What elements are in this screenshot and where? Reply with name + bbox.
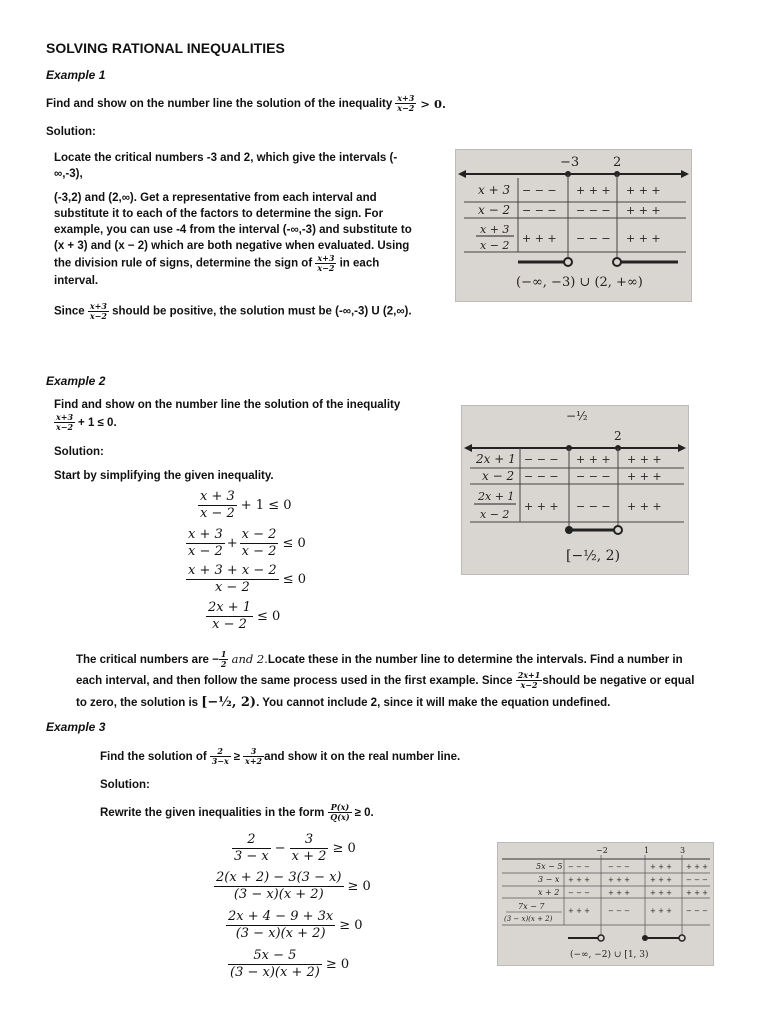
example-1-sign-chart-photo: [455, 149, 692, 302]
ex3-step-4: $\frac{5x - 5}{(3 - x)(x + 2)}$ ≥ 0: [230, 948, 350, 980]
ex2-step-1: $\frac{x + 3}{x - 2}$ + 1 ≤ 0: [200, 489, 292, 521]
fig1-sign: − − −: [522, 204, 557, 217]
fig1-sign: + + +: [626, 204, 661, 217]
fig1-sign: − − −: [576, 232, 611, 245]
example-2-prompt: Find and show on the number line the solution of the inequality $\frac{x+3}{x-2}$ + 1 ≤ 0.: [54, 399, 401, 432]
example-1-paragraph-2: (-3,2) and (2,∞). Get a representative from each interval and substitute it to each of the factors to determine the sign. For example, you can use -4 from the interval (-∞,-3) and substitute to (x + 3) and (x − 2) which are both negative when evaluated. Using the division rule of signs, determine the sign of $\frac{x+3}{x-2}$ in each interval.: [54, 192, 412, 287]
fig1-sign: − − −: [522, 184, 557, 197]
fig1-row3-num: x + 3: [480, 223, 510, 236]
fig3-sign: + + +: [650, 876, 673, 884]
fig2-sign: − − −: [524, 470, 559, 483]
fig2-answer: [−½, 2): [566, 548, 621, 564]
fig2-row-label: x − 2: [482, 469, 515, 483]
example-3-heading: Example 3: [46, 720, 106, 734]
fig3-row4-den: (3 − x)(x + 2): [504, 915, 553, 923]
ex2-step-2: $\frac{x + 3}{x - 2}$ + $\frac{x - 2}{x - 2}$ ≤ 0: [188, 527, 306, 559]
example-2-solution-interval: [−½, 2): [201, 695, 257, 710]
example-1-prompt: Find and show on the number line the solution of the inequality $\frac{x+3}{x-2}$ > 0.: [46, 93, 446, 113]
example-1-paragraph-1: Locate the critical numbers -3 and 2, which give the intervals (-∞,-3),: [54, 152, 398, 180]
fig3-sign: − − −: [568, 889, 591, 897]
fig2-sign: + + +: [627, 500, 662, 513]
example-3-sign-chart-photo: [497, 842, 714, 966]
fig1-crit-2: 2: [613, 155, 622, 170]
fig3-sign: − − −: [686, 876, 709, 884]
fig3-row-label: x + 2: [538, 888, 560, 897]
example-1-prompt-text: Find and show on the number line the solution of the inequality: [46, 97, 393, 110]
fig1-sign: + + +: [626, 184, 661, 197]
ex3-step-3: $\frac{2x + 4 - 9 + 3x}{(3 - x)(x + 2)}$ ≥ 0: [228, 909, 363, 941]
ex2-step-3: $\frac{x + 3 + x - 2}{x - 2}$ ≤ 0: [188, 563, 306, 595]
fig2-sign: − − −: [576, 500, 611, 513]
example-2-conclusion: The critical numbers are − $\frac{1}{2}$ and 2.Locate these in the number line to determine the intervals. Find a number in each interval, and then follow the same process used in the first example. Since $\frac{2x+1}{x-2}$ should be negative or equal to zero, the solution is [−½, 2). You cannot include 2, since it will make the equation undefined.: [76, 649, 695, 710]
fig2-row3-num: 2x + 1: [478, 490, 515, 503]
example-2-heading: Example 2: [46, 374, 106, 388]
fig2-sign: + + +: [576, 453, 611, 466]
example-2-simplify-text: Start by simplifying the given inequality.: [54, 470, 274, 482]
fig1-sign: − − −: [576, 204, 611, 217]
fig3-sign: + + +: [686, 863, 709, 871]
fig3-crit-2: 1: [644, 846, 650, 855]
example-2-solution-label: Solution:: [54, 446, 104, 458]
ex3-step-1: $\frac{2}{3 - x}$ − $\frac{3}{x + 2}$ ≥ 0: [234, 832, 356, 864]
fig2-sign: + + +: [627, 470, 662, 483]
fig1-sign: + + +: [626, 232, 661, 245]
fig3-sign: + + +: [568, 876, 591, 884]
fig2-sign: − − −: [576, 470, 611, 483]
fig1-sign: + + +: [576, 184, 611, 197]
fig3-crit-3: 3: [680, 846, 686, 855]
fig1-row3-den: x − 2: [480, 239, 510, 252]
fig3-sign: − − −: [608, 863, 631, 871]
example-1-inline-fraction: $\frac{x+3}{x-2}$: [317, 253, 335, 273]
fig3-sign: + + +: [608, 889, 631, 897]
fig3-crit-1: −2: [596, 846, 608, 855]
example-1-prompt-fraction: $\frac{x+3}{x-2}$: [397, 93, 415, 113]
fig3-row-label: 5x − 5: [536, 862, 563, 871]
example-1-heading: Example 1: [46, 68, 106, 82]
example-3-solution-label: Solution:: [100, 779, 150, 791]
fig2-row3-den: x − 2: [480, 508, 510, 521]
fig3-answer: (−∞, −2) ∪ [1, 3): [570, 950, 649, 960]
fig1-row-label: x + 3: [478, 183, 511, 197]
page-title: SOLVING RATIONAL INEQUALITIES: [46, 40, 285, 56]
fig3-sign: − − −: [568, 863, 591, 871]
fig2-sign: + + +: [524, 500, 559, 513]
fig3-sign: − − −: [608, 907, 631, 915]
example-3-rewrite: Rewrite the given inequalities in the form $\frac{P(x)}{Q(x)}$ ≥ 0.: [100, 802, 374, 822]
fig3-sign: + + +: [568, 907, 591, 915]
fig2-row-label: 2x + 1: [476, 452, 516, 466]
fig3-sign: + + +: [608, 876, 631, 884]
fig3-sign: + + +: [650, 907, 673, 915]
fig3-sign: + + +: [650, 863, 673, 871]
fig1-answer: (−∞, −3) ∪ (2, +∞): [516, 275, 643, 290]
fig3-row4-num: 7x − 7: [518, 902, 545, 911]
example-2-sign-chart-photo: [461, 405, 689, 575]
ex3-step-2: $\frac{2(x + 2) - 3(3 - x)}{(3 - x)(x + 2)}$ ≥ 0: [216, 870, 371, 902]
example-1-solution-label: Solution:: [46, 126, 96, 138]
fig3-sign: + + +: [686, 889, 709, 897]
example-3-prompt: Find the solution of $\frac{2}{3-x}$ ≥ $\frac{3}{x+2}$ and show it on the real number line.: [100, 746, 461, 766]
fig1-row-label: x − 2: [478, 203, 511, 217]
fig2-sign: + + +: [627, 453, 662, 466]
fig1-sign: + + +: [522, 232, 557, 245]
fig2-crit-1: −½: [566, 409, 588, 423]
fig3-sign: + + +: [650, 889, 673, 897]
fig3-sign: − − −: [686, 907, 709, 915]
fig2-sign: − − −: [524, 453, 559, 466]
fig3-row-label: 3 − x: [538, 875, 560, 884]
ex2-step-4: $\frac{2x + 1}{x - 2}$ ≤ 0: [208, 600, 281, 632]
example-1-paragraph-3: Since $\frac{x+3}{x-2}$ should be positive, the solution must be (-∞,-3) U (2,∞).: [54, 301, 412, 321]
fig2-crit-2: 2: [614, 429, 622, 443]
fig1-crit-1: −3: [560, 155, 580, 170]
